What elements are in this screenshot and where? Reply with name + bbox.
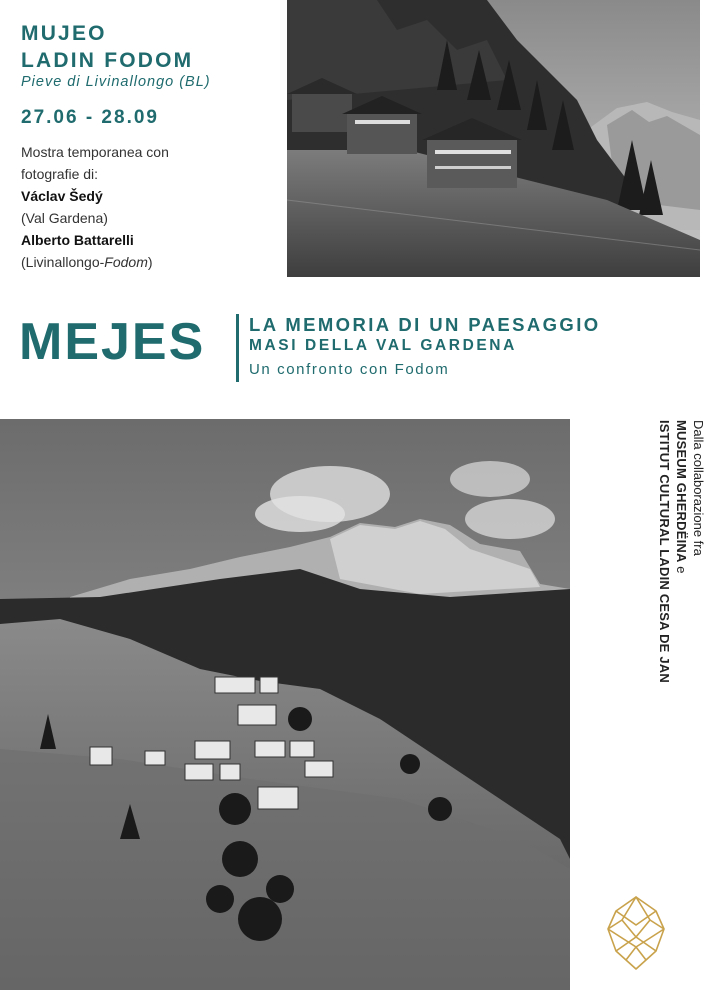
credits-intro: Dalla collaborazione fra <box>691 420 706 556</box>
museum-name <box>21 20 281 74</box>
museum-name-line1: MUJEO <box>21 22 107 45</box>
museum-location: Pieve di Livinallongo (BL) <box>21 74 211 90</box>
title-divider <box>236 314 239 382</box>
origin-italic: Fodom <box>104 254 148 270</box>
subtitle-block <box>249 313 601 378</box>
origin-prefix: (Livinallongo- <box>21 254 105 270</box>
intro-line1: Mostra temporanea con <box>21 144 169 160</box>
photographer-1-origin: (Val Gardena) <box>21 210 108 226</box>
pinecone-logo-svg <box>601 893 671 973</box>
credits-conj: e <box>674 562 689 574</box>
intro-line2: fotografie di: <box>21 166 99 182</box>
collaboration-credits <box>656 420 707 683</box>
subtitle-line2: MASI DELLA VAL GARDENA <box>249 337 517 354</box>
exhibition-description <box>21 141 281 273</box>
subtitle-line1: LA MEMORIA DI UN PAESAGGIO <box>249 314 601 335</box>
info-block <box>21 20 281 273</box>
museum-name-line2: LADIN FODOM <box>21 49 194 72</box>
origin-suffix: ) <box>147 254 153 270</box>
pinecone-logo-icon <box>601 893 671 973</box>
photographer-2: Alberto Battarelli <box>21 232 134 248</box>
main-photo-svg <box>0 419 570 990</box>
credits-org2: ISTITUT CULTURAL LADIN CESA DE JAN <box>657 420 672 683</box>
exhibition-title: MEJES <box>19 313 206 371</box>
exhibition-dates: 27.06 - 28.09 <box>21 107 159 128</box>
credits-org1: MUSEUM GHERDËINA <box>674 420 689 563</box>
subtitle-line3: Un confronto con Fodom <box>249 361 450 378</box>
photographer-2-origin <box>21 251 281 273</box>
top-photo-svg <box>287 0 700 277</box>
main-photo-landscape <box>0 419 570 990</box>
top-photo-farmhouses <box>287 0 700 277</box>
photographer-1: Václav Šedý <box>21 188 103 204</box>
